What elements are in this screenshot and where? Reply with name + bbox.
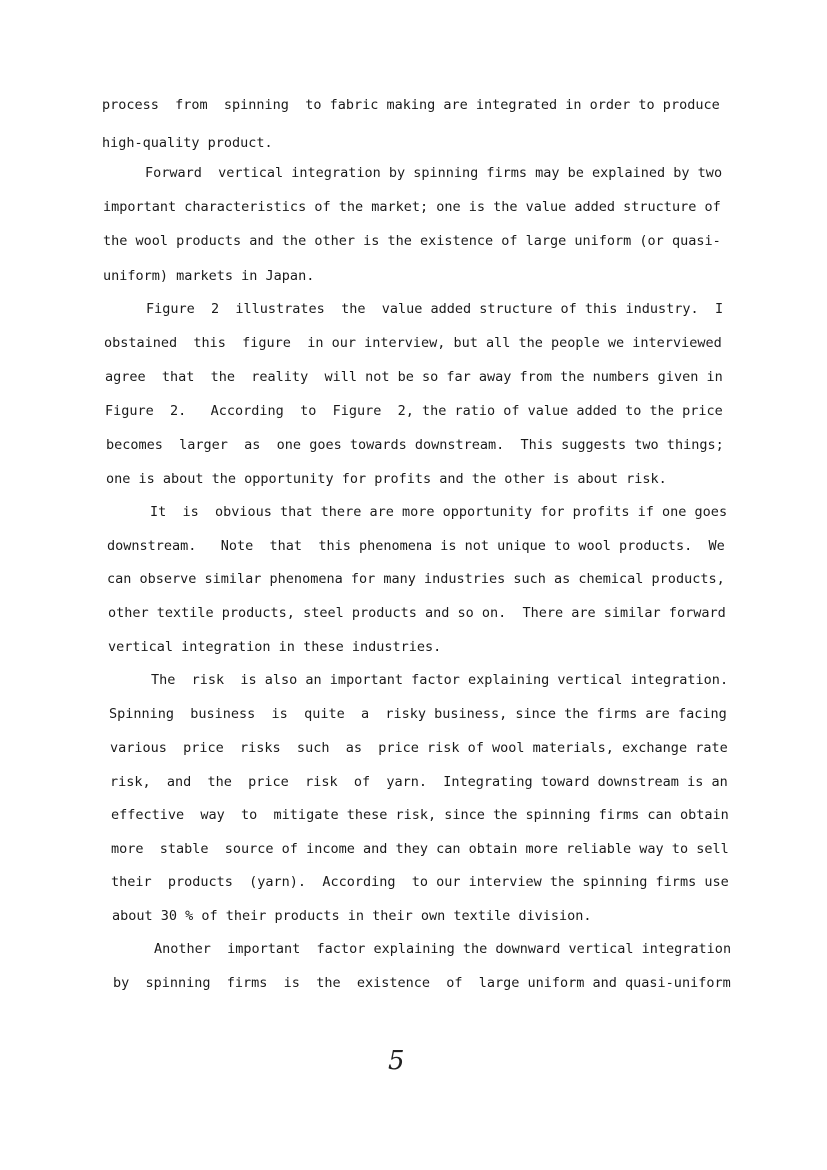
text-line: Forward vertical integration by spinning firms may be explained by two: [145, 165, 723, 181]
text-line: other textile products, steel products and so on. There are similar forward: [108, 605, 726, 621]
text-line: one is about the opportunity for profits and the other is about risk.: [106, 471, 667, 487]
text-line: more stable source of income and they can obtain more reliable way to sell: [111, 841, 729, 857]
text-line: obstained this figure in our interview, but all the people we interviewed: [104, 335, 722, 351]
text-line: about 30 % of their products in their own textile division.: [112, 908, 592, 924]
text-line: becomes larger as one goes towards downstream. This suggests two things;: [106, 437, 724, 453]
text-line: Spinning business is quite a risky business, since the firms are facing: [109, 706, 727, 722]
text-line: Figure 2 illustrates the value added structure of this industry. I: [146, 301, 724, 317]
text-line: high-quality product.: [102, 135, 273, 151]
text-line: Figure 2. According to Figure 2, the ratio of value added to the price: [105, 403, 723, 419]
text-line: their products (yarn). According to our interview the spinning firms use: [111, 874, 729, 890]
text-line: uniform) markets in Japan.: [103, 268, 315, 284]
text-line: the wool products and the other is the existence of large uniform (or quasi-: [103, 233, 721, 249]
text-line: various price risks such as price risk of wool materials, exchange rate: [110, 740, 728, 756]
text-line: The risk is also an important factor explaining vertical integration.: [151, 672, 729, 688]
text-line: process from spinning to fabric making are integrated in order to produce: [102, 97, 720, 113]
text-line: vertical integration in these industries.: [108, 639, 442, 655]
text-line: It is obvious that there are more opportunity for profits if one goes: [150, 504, 728, 520]
page-number: 5: [388, 1046, 405, 1076]
text-line: risk, and the price risk of yarn. Integrating toward downstream is an: [110, 774, 728, 790]
text-line: downstream. Note that this phenomena is not unique to wool products. We: [107, 538, 725, 554]
text-line: agree that the reality will not be so far away from the numbers given in: [105, 369, 723, 385]
text-line: Another important factor explaining the downward vertical integration: [154, 941, 732, 957]
text-line: can observe similar phenomena for many industries such as chemical products,: [107, 571, 725, 587]
text-line: important characteristics of the market; one is the value added structure of: [103, 199, 721, 215]
text-line: by spinning firms is the existence of large uniform and quasi-uniform: [113, 975, 731, 991]
text-line: effective way to mitigate these risk, since the spinning firms can obtain: [111, 807, 729, 823]
